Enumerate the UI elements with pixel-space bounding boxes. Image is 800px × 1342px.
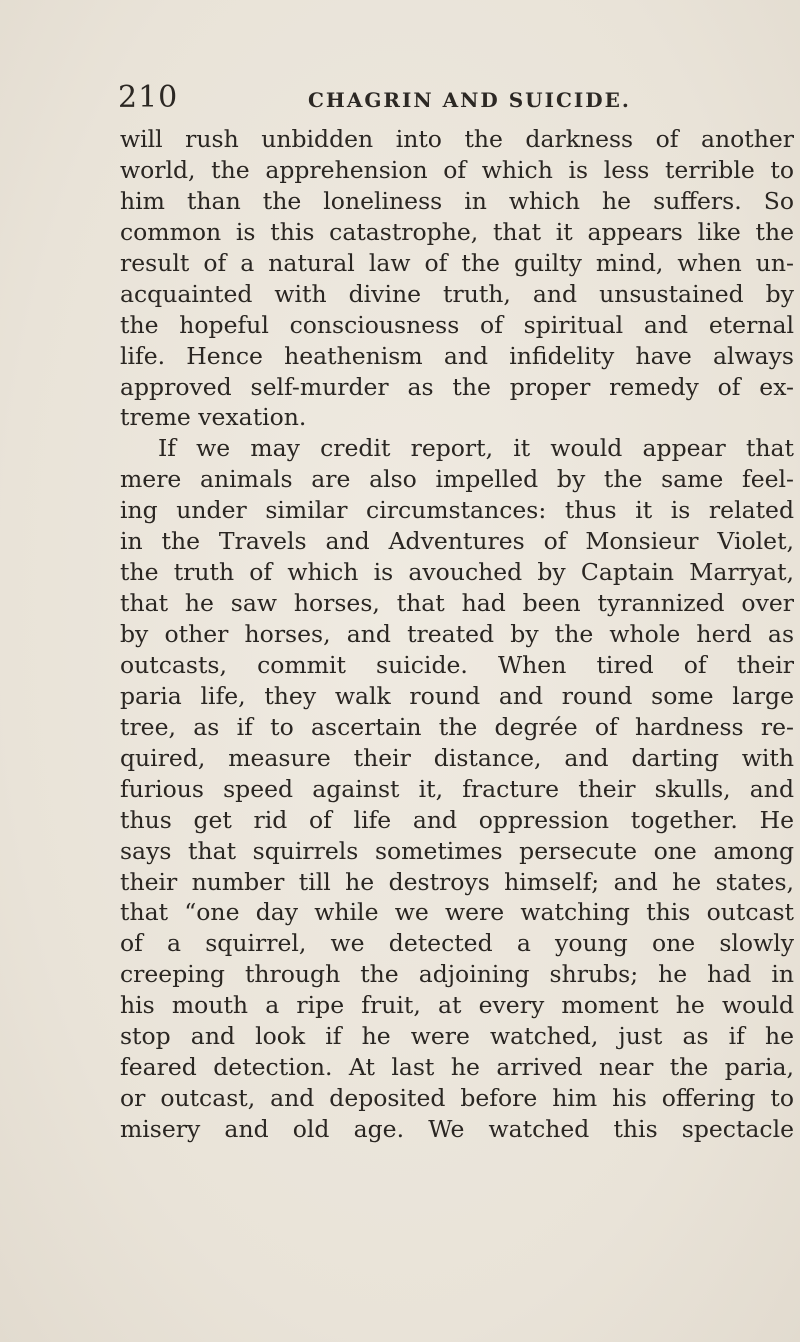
- text-line: paria life, they walk round and round some large: [120, 681, 794, 710]
- text-line: in the Travels and Adventures of Monsieur Violet,: [120, 527, 794, 556]
- text-line: the truth of which is avouched by Captain Marryat,: [120, 558, 794, 587]
- running-head: [118, 80, 798, 120]
- text-line: tree, as if to ascertain the degrée of hardness re-: [120, 712, 794, 741]
- text-line: or outcast, and deposited before him his offering to: [120, 1084, 794, 1113]
- text-line: approved self-murder as the proper remedy of ex-: [120, 372, 794, 401]
- text-line: misery and old age. We watched this spectacle: [120, 1115, 794, 1143]
- text-line: thus get rid of life and oppression together. He: [120, 805, 794, 834]
- text-line: outcasts, commit suicide. When tired of their: [120, 650, 794, 679]
- text-line: ing under similar circumstances: thus it is related: [120, 496, 794, 525]
- text-line: of a squirrel, we detected a young one slowly: [120, 929, 794, 958]
- text-line: that he saw horses, that had been tyrannized over: [120, 589, 794, 618]
- text-line: mere animals are also impelled by the same feel-: [120, 465, 794, 494]
- text-line: his mouth a ripe fruit, at every moment he would: [120, 991, 794, 1020]
- text-line: the hopeful consciousness of spiritual and eternal: [120, 310, 794, 339]
- paragraph-end-line: treme vexation.: [120, 403, 307, 432]
- text-line: says that squirrels sometimes persecute one among: [120, 836, 794, 865]
- text-line: that “one day while we were watching this outcast: [120, 898, 794, 927]
- text-line: will rush unbidden into the darkness of another: [120, 125, 794, 153]
- body-text: [120, 124, 794, 1145]
- text-line: result of a natural law of the guilty mind, when un-: [120, 248, 794, 277]
- text-line: feared detection. At last he arrived near the paria,: [120, 1053, 794, 1082]
- paragraph-start-line: If we may credit report, it would appear that: [158, 434, 794, 463]
- text-line: furious speed against it, fracture their skulls, and: [120, 774, 794, 803]
- text-line: creeping through the adjoining shrubs; he had in: [120, 960, 794, 989]
- text-line: him than the loneliness in which he suffers. So: [120, 186, 794, 215]
- text-line: stop and look if he were watched, just as if he: [120, 1022, 794, 1051]
- text-line: quired, measure their distance, and darting with: [120, 743, 794, 772]
- text-line: common is this catastrophe, that it appears like the: [120, 217, 794, 246]
- text-line: their number till he destroys himself; and he states,: [120, 867, 794, 896]
- text-line: life. Hence heathenism and infidelity have always: [120, 341, 794, 370]
- text-line: world, the apprehension of which is less terrible to: [120, 155, 794, 184]
- running-title: CHAGRIN AND SUICIDE.: [308, 88, 631, 112]
- text-line: by other horses, and treated by the whole herd as: [120, 620, 794, 648]
- text-line: acquainted with divine truth, and unsustained by: [120, 279, 794, 308]
- page-number: 210: [118, 80, 179, 115]
